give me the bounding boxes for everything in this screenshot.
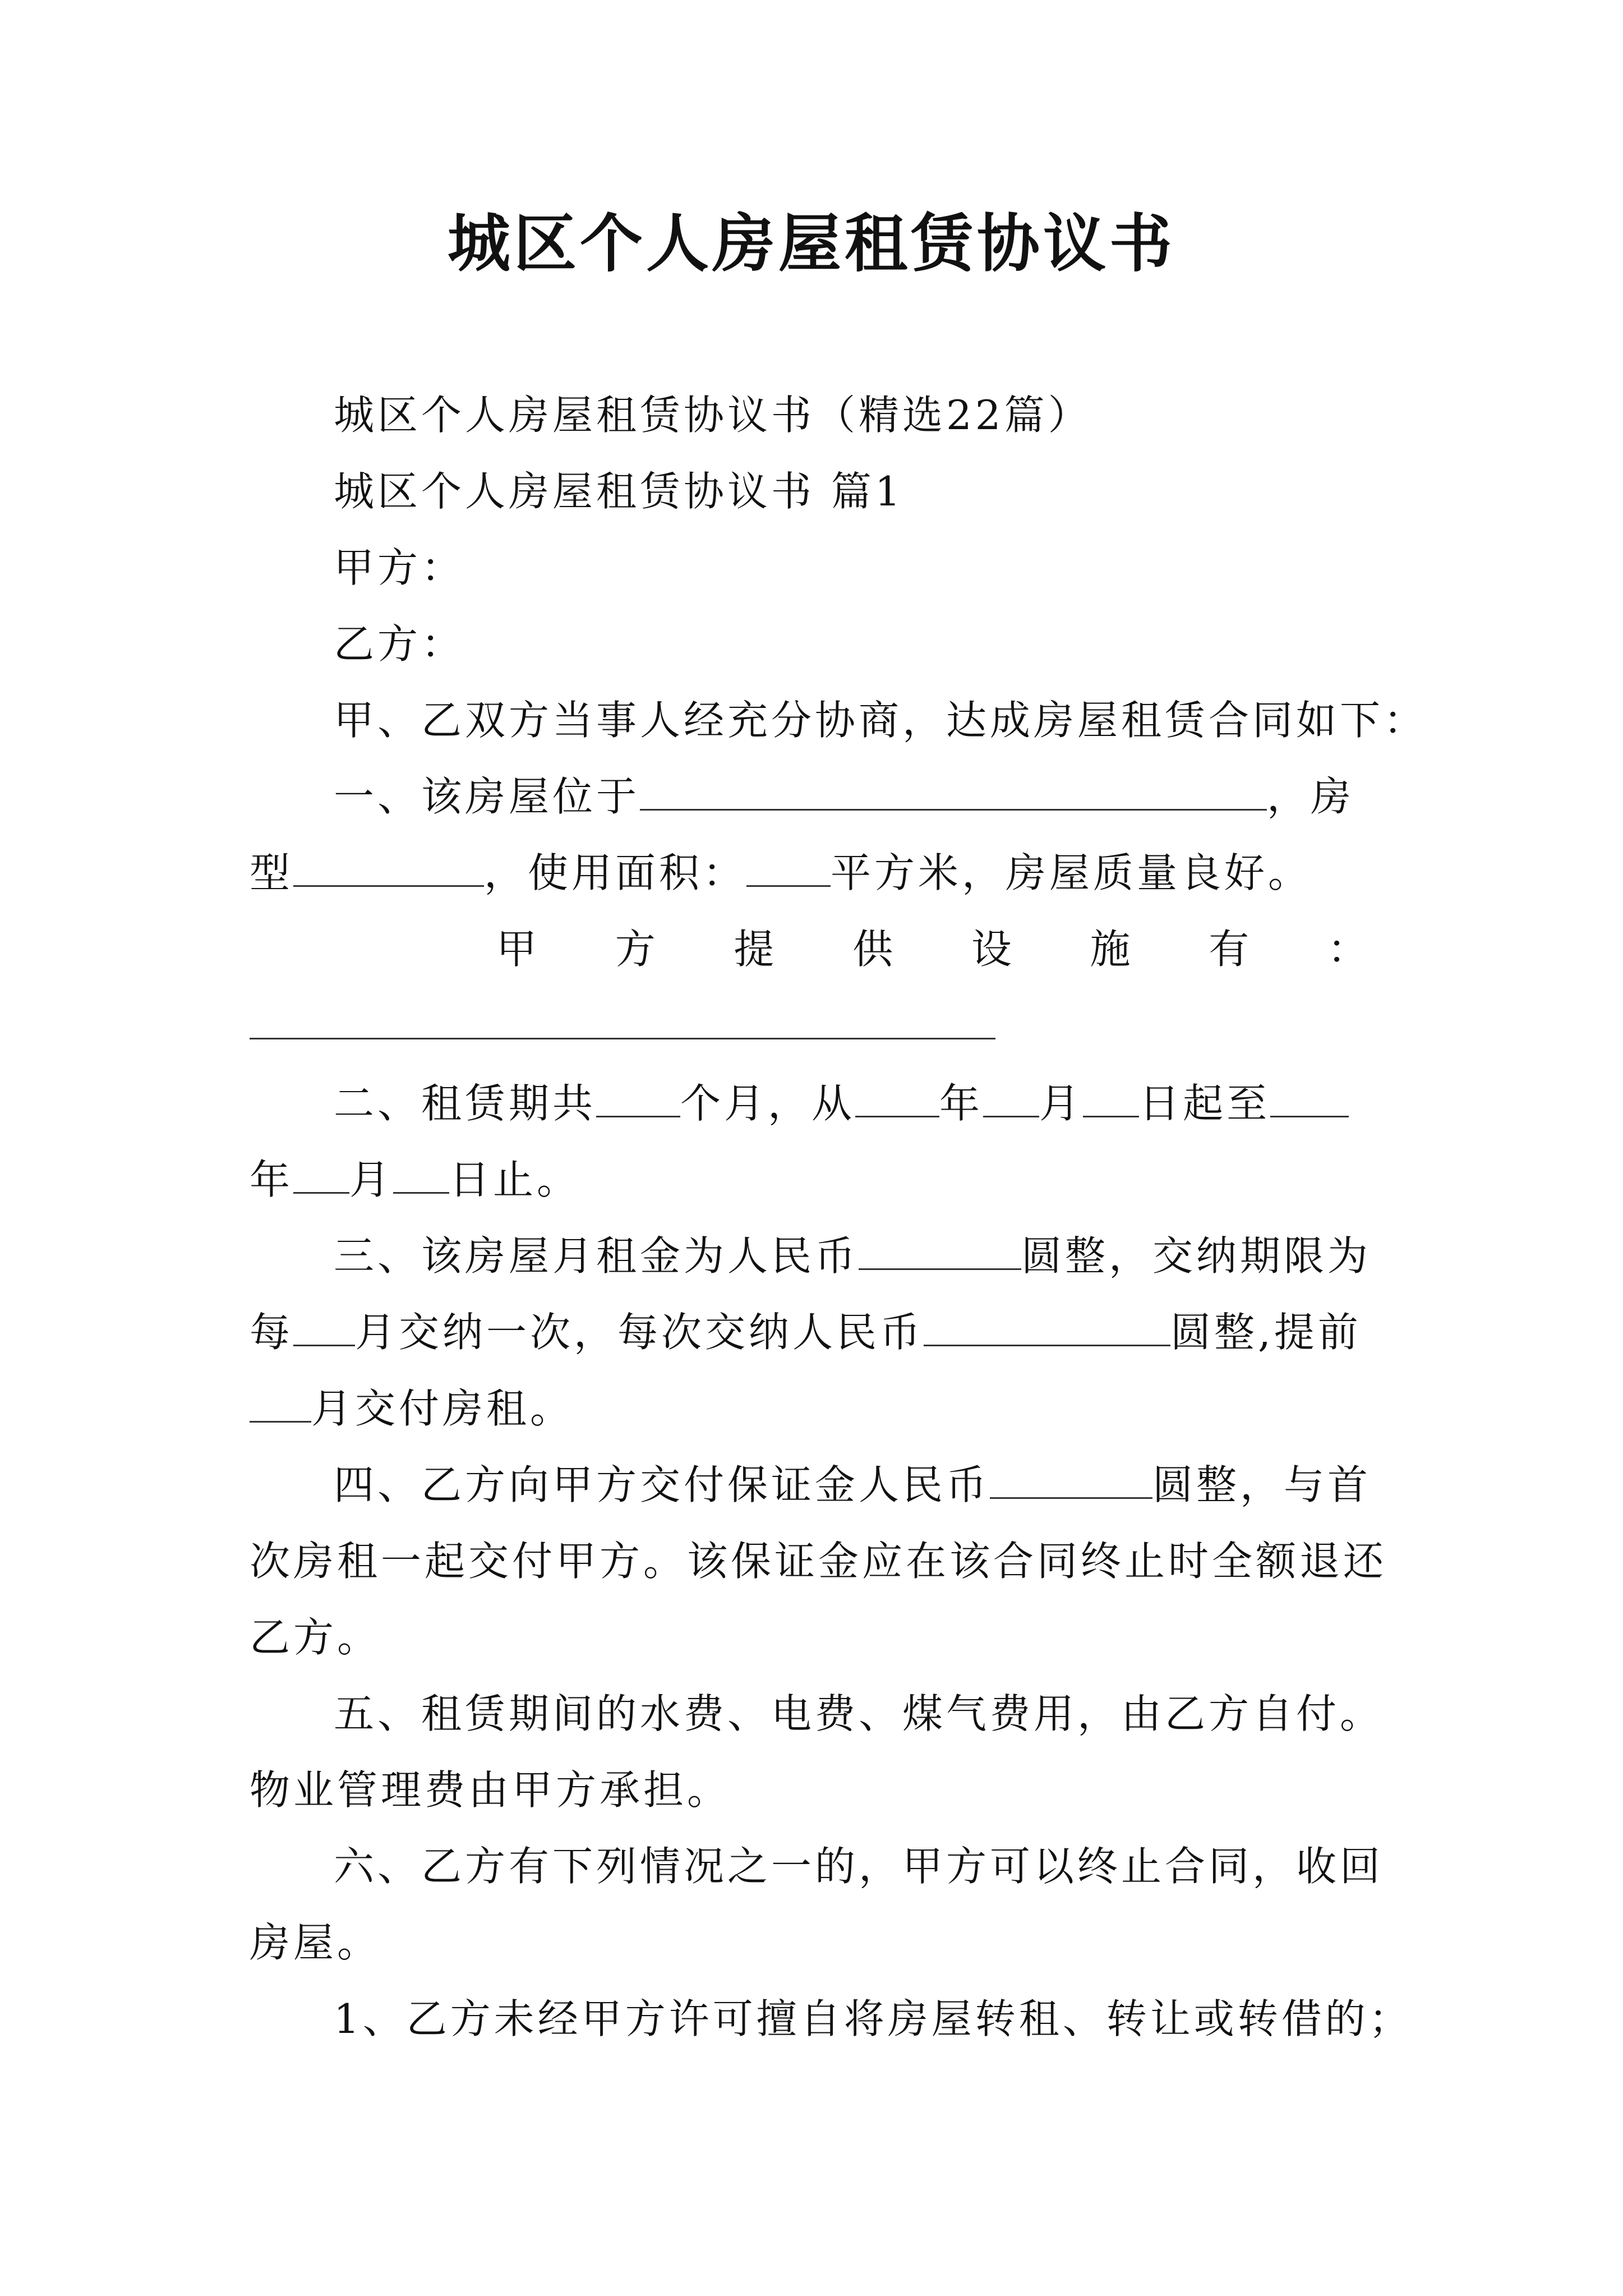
address-blank[interactable]: [640, 774, 1267, 811]
clause-2-text-7: 月: [349, 1156, 394, 1203]
facilities-char: 提: [734, 926, 778, 973]
payment-amount-blank[interactable]: [924, 1310, 1170, 1346]
party-b-label: 乙方：: [334, 620, 465, 668]
document-title: 城区个人房屋租赁协议书: [448, 207, 1175, 280]
clause-2-line-2: [250, 1142, 1382, 1218]
area-blank[interactable]: [746, 850, 831, 887]
clause-4-line-3: 乙方。: [250, 1614, 381, 1661]
clause-5-line-2: 物业管理费由甲方承担。: [250, 1766, 731, 1814]
clause-3-line-1: [250, 1218, 1382, 1294]
facilities-char: 甲: [496, 926, 541, 973]
document-body: [250, 377, 1428, 2057]
clause-2-text-2: 个月，从: [680, 1080, 856, 1127]
facilities-line: [250, 911, 1382, 987]
start-day-blank[interactable]: [1083, 1081, 1139, 1117]
clause-3-text-5: 圆整,提前: [1170, 1309, 1362, 1356]
clause-5-line-1: 五、租赁期间的水费、电费、煤气费用，由乙方自付。: [334, 1690, 1384, 1737]
end-month-blank[interactable]: [293, 1157, 349, 1194]
clause-6-line-2: 房屋。: [250, 1919, 381, 1966]
end-year-blank[interactable]: [1270, 1081, 1349, 1117]
facilities-char: 有: [1209, 926, 1253, 973]
facilities-char: 设: [971, 926, 1015, 973]
clause-1-text-4: ，使用面积：: [484, 849, 747, 896]
section-heading: 城区个人房屋租赁协议书 篇1: [334, 468, 904, 515]
clause-2-text-4: 月: [1039, 1080, 1083, 1127]
clause-1-text-3: 型: [250, 849, 294, 896]
clause-3-line-2: [250, 1294, 1382, 1370]
clause-1-line-1: [250, 758, 1382, 835]
party-a-label: 甲方：: [334, 544, 465, 591]
house-type-blank[interactable]: [293, 850, 484, 887]
subtitle: 城区个人房屋租赁协议书（精选22篇）: [334, 392, 1092, 439]
clause-3-text-2: 圆整，交纳期限为: [1021, 1232, 1372, 1280]
intro-paragraph: 甲、乙双方当事人经充分协商，达成房屋租赁合同如下：: [334, 697, 1428, 744]
start-year-blank[interactable]: [855, 1081, 939, 1117]
clause-4-line-2: 次房租一起交付甲方。该保证金应在该合同终止时全额退还: [250, 1538, 1387, 1585]
clause-2-text-6: 年: [250, 1156, 294, 1203]
clause-4-text-2: 圆整，与首: [1152, 1461, 1372, 1508]
clause-2-text-8: 日止。: [449, 1156, 581, 1203]
clause-3-text-4: 月交纳一次，每次交纳人民币: [355, 1309, 924, 1356]
clause-3-line-3: [250, 1370, 1382, 1447]
facilities-char: 方: [615, 926, 659, 973]
clause-3-text-6: 月交付房租。: [311, 1385, 574, 1432]
clause-2-text-3: 年: [939, 1080, 984, 1127]
clause-2-text-1: 二、租赁期共: [334, 1080, 597, 1127]
clause-1-line-2: [250, 835, 1382, 911]
clause-3-text-3: 每: [250, 1309, 294, 1356]
lease-months-blank[interactable]: [596, 1081, 680, 1117]
clause-3-text-1: 三、该房屋月租金为人民币: [334, 1232, 859, 1280]
deposit-blank[interactable]: [990, 1462, 1152, 1499]
clause-4-line-1: [250, 1447, 1382, 1523]
clause-1-text-2: ，房: [1267, 773, 1355, 820]
clause-6-item-1: 1、乙方未经甲方许可擅自将房屋转租、转让或转借的；: [334, 1995, 1413, 2042]
clause-1-text-1: 一、该房屋位于: [334, 773, 640, 820]
payment-period-blank[interactable]: [293, 1310, 355, 1346]
clause-6-line-1: 六、乙方有下列情况之一的，甲方可以终止合同，收回: [334, 1843, 1384, 1890]
end-day-blank[interactable]: [393, 1157, 449, 1194]
facilities-blank[interactable]: [250, 987, 995, 1039]
facilities-char: ：: [1327, 926, 1371, 973]
start-month-blank[interactable]: [983, 1081, 1039, 1117]
clause-1-text-5: 平方米，房屋质量良好。: [831, 849, 1312, 896]
monthly-rent-blank[interactable]: [859, 1234, 1021, 1270]
facilities-char: 施: [1090, 926, 1134, 973]
facilities-char: 供: [852, 926, 897, 973]
clause-2-line-1: [250, 1065, 1382, 1142]
clause-2-text-5: 日起至: [1139, 1080, 1271, 1127]
clause-4-text-1: 四、乙方向甲方交付保证金人民币: [334, 1461, 990, 1508]
advance-months-blank[interactable]: [250, 1386, 311, 1423]
